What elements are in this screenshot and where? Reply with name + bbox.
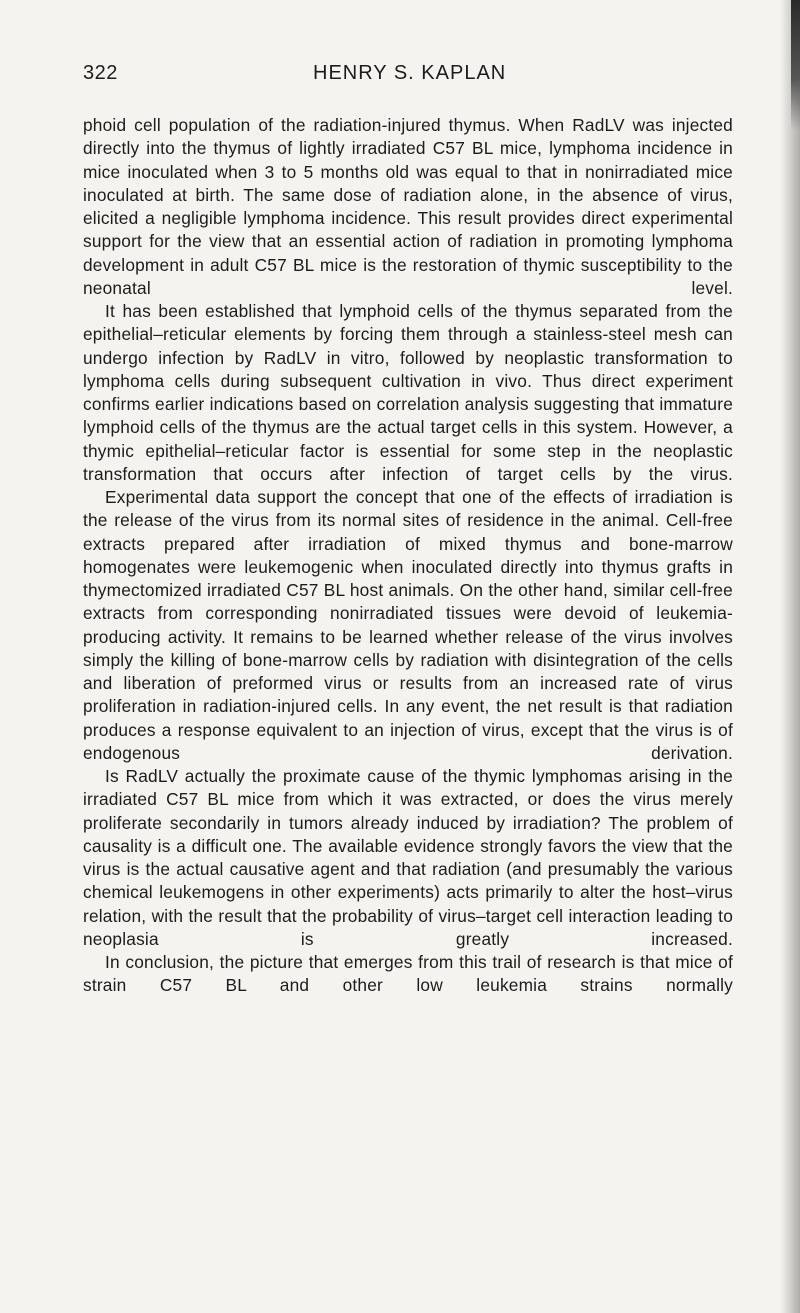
running-head: HENRY S. KAPLAN xyxy=(313,62,507,84)
paragraph-3: Experimental data support the concept that one of the effects of irradiation is the release of the virus from its normal sites of residence in the animal. Cell-free extracts prepared after irradiation of mixed thymus and bone-marrow homogenates were leukemogenic when inoculated directly into thymus grafts in thymectomized irradiated C57 BL host animals. On the other hand, similar cell-free extracts from corresponding nonirradiated tissues were devoid of leukemia-producing activity. It remains to be learned whether release of the virus involves simply the killing of bone-marrow cells by radiation with disintegration of the cells and liberation of preformed virus or results from an increased rate of virus proliferation in radiation-injured cells. In any event, the net result is that radiation produces a response equivalent to an injection of virus, except that the virus is of endogenous derivation. xyxy=(83,487,733,763)
page-number: 322 xyxy=(83,62,118,84)
paragraph-2: It has been established that lymphoid cells of the thymus separated from the epithelial–reticular elements by forcing them through a stainless-steel mesh can undergo infection by RadLV in vitro, followed by neoplastic transformation to lymphoma cells during subsequent cultivation in vivo. Thus direct experiment confirms earlier indications based on correlation analysis suggesting that immature lymphoid cells of the thymus are the actual target cells in this system. However, a thymic epithelial–reticular factor is essential for some step in the neoplastic transformation that occurs after infection of target cells by the virus. xyxy=(83,301,733,484)
page-header xyxy=(83,62,733,92)
page-edge-binding xyxy=(791,0,800,130)
paragraph-5: In conclusion, the picture that emerges from this trail of research is that mice of strain C57 BL and other low leukemia strains normally xyxy=(83,952,733,996)
body-text xyxy=(83,114,733,998)
paragraph-1: phoid cell population of the radiation-injured thymus. When RadLV was injected directly into the thymus of lightly irradiated C57 BL mice, lymphoma incidence in mice inoculated when 3 to 5 months old was equal to that in nonirradiated mice inoculated at birth. The same dose of radiation alone, in the absence of virus, elicited a negligible lymphoma incidence. This result provides direct experimental support for the view that an essential action of radiation in promoting lymphoma development in adult C57 BL mice is the restoration of thymic susceptibility to the neonatal level. xyxy=(83,115,733,298)
page-edge-shadow xyxy=(780,0,800,1313)
paragraph-4: Is RadLV actually the proximate cause of the thymic lymphomas arising in the irradiated C57 BL mice from which it was extracted, or does the virus merely proliferate secondarily in tumors already induced by irradiation? The problem of causality is a difficult one. The available evidence strongly favors the view that the virus is the actual causative agent and that radiation (and presumably the various chemical leukemogens in other experiments) acts primarily to alter the host–virus relation, with the result that the probability of virus–target cell interaction leading to neoplasia is greatly increased. xyxy=(83,766,733,949)
